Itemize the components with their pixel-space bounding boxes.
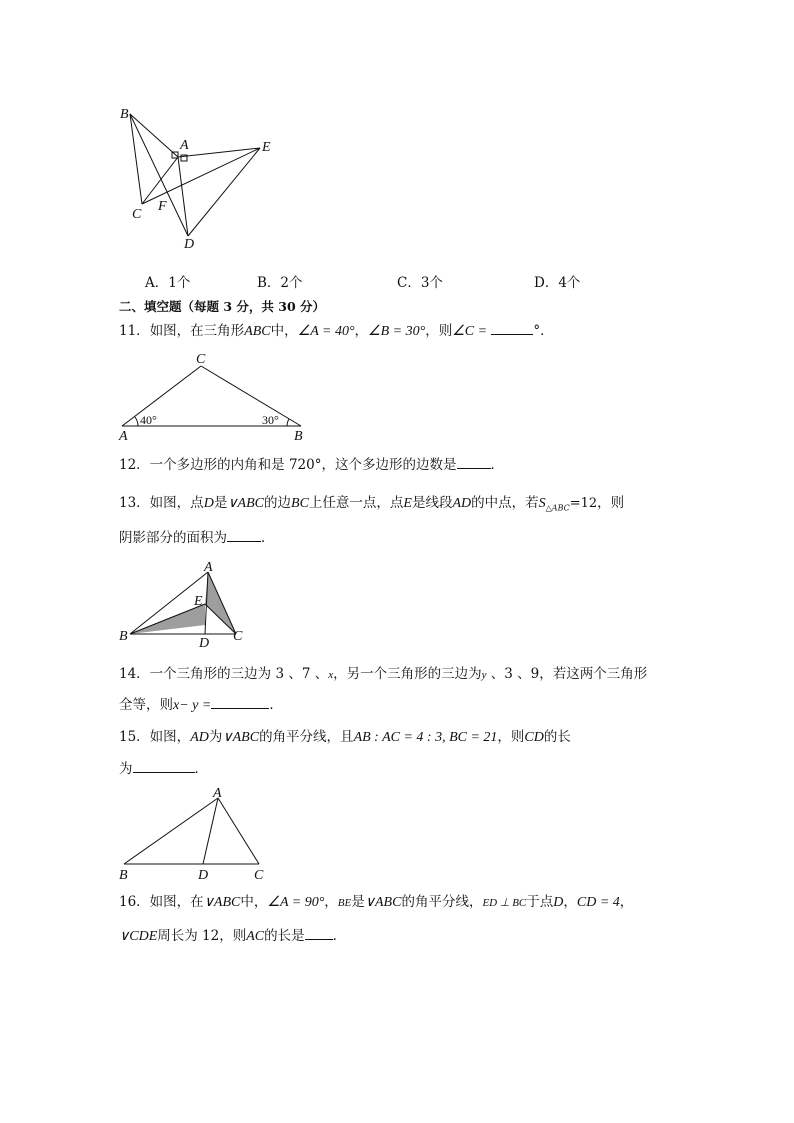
answer-blank-13	[227, 528, 261, 542]
fig15-label-b: B	[119, 868, 128, 883]
question-12: 12．一个多边形的内角和是 720°，这个多边形的边数是 ．	[119, 457, 504, 473]
question-14-line-2: 全等，则x− y = ．	[119, 697, 283, 713]
fig15-label-d: D	[198, 868, 209, 883]
fig15-label-a: A	[213, 786, 222, 801]
fig15-label-c: C	[254, 868, 264, 883]
question-16-line-1: 16．如图，在∨ABC中，∠A = 90°，BE是∨ABC的角平分线，ED ⊥ BC于点D，CD = 4，	[119, 894, 634, 910]
option-c: C．3个	[397, 275, 443, 291]
fig10-label-f: F	[158, 199, 167, 214]
fig10-label-a: A	[180, 138, 189, 153]
q11-figure	[112, 348, 312, 443]
answer-blank-15	[133, 759, 195, 773]
section-title: 二、填空题（每题 3 分，共 30 分）	[119, 299, 326, 314]
question-15-line-2: 为 ．	[119, 761, 208, 777]
q10-figure	[110, 100, 290, 255]
answer-blank-12	[457, 455, 491, 469]
fig13-label-d: D	[199, 636, 210, 651]
fig11-angle-a: 40°	[140, 413, 157, 427]
option-d: D．4个	[534, 275, 581, 291]
fig13-label-e: E	[194, 594, 203, 609]
fig10-label-b: B	[120, 107, 129, 122]
fig10-label-e: E	[262, 140, 271, 155]
fig11-label-a: A	[119, 429, 128, 444]
q15-figure	[112, 783, 272, 883]
question-15-line-1: 15．如图，AD为∨ABC的角平分线，且AB : AC = 4 : 3, BC = 21，则CD的长	[119, 729, 571, 745]
fig13-label-b: B	[119, 629, 128, 644]
question-11: 11．如图，在三角形ABC中，∠A = 40°，∠B = 30°，则∠C = °．	[119, 323, 554, 339]
fig11-label-b: B	[294, 429, 303, 444]
option-b: B．2个	[257, 275, 303, 291]
fig10-label-d: D	[184, 237, 195, 252]
answer-blank-16	[305, 926, 333, 940]
answer-blank-11	[491, 321, 533, 335]
answer-blank-14	[211, 695, 269, 709]
option-a: A．1个	[145, 275, 191, 291]
fig13-label-c: C	[233, 629, 243, 644]
fig11-label-c: C	[196, 352, 206, 367]
question-14-line-1: 14．一个三角形的三边为 3 、7 、x，另一个三角形的三边为y 、3 、9，若这两个三角形	[119, 666, 648, 682]
question-16-line-2: ∨CDE周长为 12，则AC的长是 ．	[119, 928, 347, 944]
fig13-label-a: A	[204, 560, 213, 575]
question-13-line-2: 阴影部分的面积为 ．	[119, 530, 275, 546]
q13-figure	[112, 558, 252, 653]
fig10-label-c: C	[132, 207, 142, 222]
fig11-angle-b: 30°	[262, 413, 279, 427]
question-13-line-1: 13．如图，点D是∨ABC的边BC上任意一点，点E是线段AD的中点，若$S_{\triangle ABC}=12$，则	[119, 495, 625, 513]
